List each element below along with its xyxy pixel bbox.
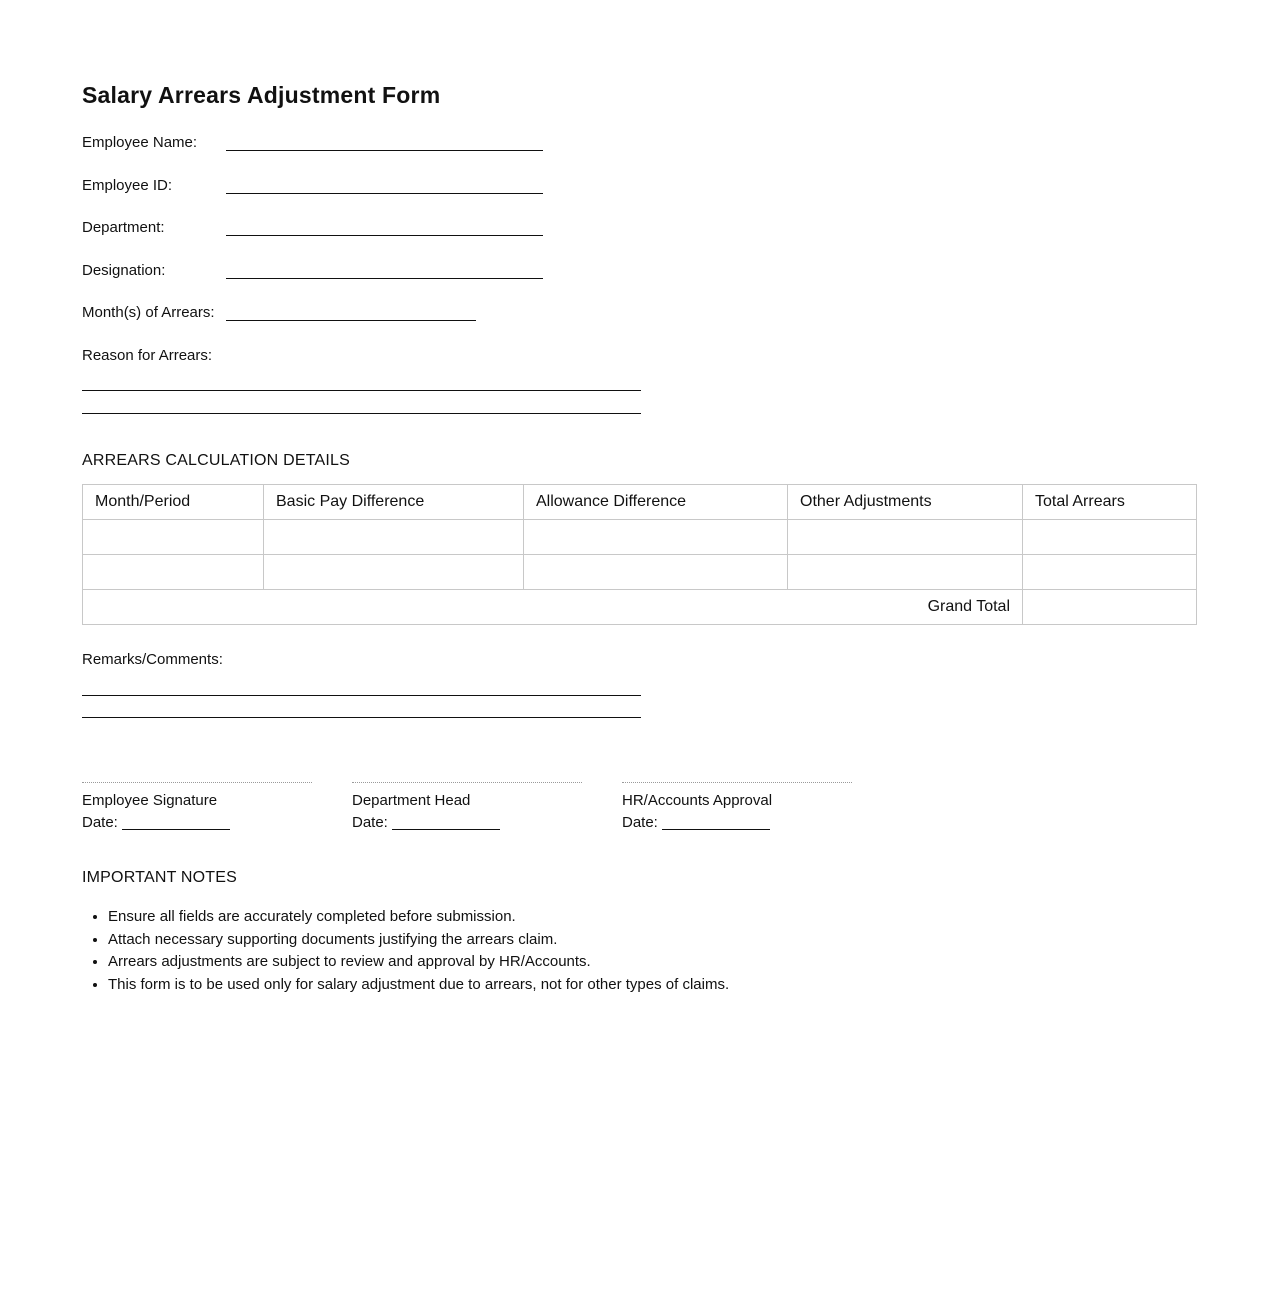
notes-heading: IMPORTANT NOTES bbox=[82, 869, 238, 886]
department-head-signature-label: Department Head bbox=[352, 792, 471, 809]
employee-id-row bbox=[82, 177, 782, 199]
table-row bbox=[83, 555, 1197, 590]
column-header-total-arrears: Total Arrears bbox=[1023, 485, 1197, 520]
table-cell[interactable] bbox=[264, 520, 524, 555]
reason-line-2[interactable] bbox=[82, 413, 641, 414]
remarks-line-1[interactable] bbox=[82, 695, 641, 696]
hr-accounts-signature-label: HR/Accounts Approval bbox=[622, 792, 773, 809]
reason-line-1[interactable] bbox=[82, 390, 641, 391]
table-cell[interactable] bbox=[788, 555, 1023, 590]
department-head-signature-block bbox=[352, 782, 582, 831]
date-label: Date: bbox=[352, 814, 388, 831]
department-label: Department: bbox=[82, 219, 165, 236]
notes-list bbox=[82, 906, 729, 997]
designation-field[interactable] bbox=[226, 278, 543, 279]
column-header-basic-pay-difference: Basic Pay Difference bbox=[264, 485, 524, 520]
grand-total-value[interactable] bbox=[1023, 590, 1197, 625]
calculation-heading: ARREARS CALCULATION DETAILS bbox=[82, 452, 350, 469]
date-label: Date: bbox=[82, 814, 118, 831]
grand-total-label: Grand Total bbox=[83, 590, 1023, 625]
remarks-label: Remarks/Comments: bbox=[82, 651, 223, 668]
employee-signature-line[interactable] bbox=[82, 782, 312, 783]
table-cell[interactable] bbox=[524, 520, 788, 555]
arrears-months-row bbox=[82, 304, 782, 326]
arrears-months-label: Month(s) of Arrears: bbox=[82, 304, 215, 321]
department-field[interactable] bbox=[226, 235, 543, 236]
employee-name-row bbox=[82, 134, 782, 156]
employee-name-field[interactable] bbox=[226, 150, 543, 151]
department-head-date-field[interactable] bbox=[392, 815, 500, 830]
employee-name-label: Employee Name: bbox=[82, 134, 198, 151]
designation-row bbox=[82, 262, 782, 284]
department-head-signature-line[interactable] bbox=[352, 782, 582, 783]
arrears-calculation-table bbox=[82, 484, 1197, 625]
column-header-allowance-difference: Allowance Difference bbox=[524, 485, 788, 520]
table-row bbox=[83, 520, 1197, 555]
department-head-signature-date bbox=[352, 814, 500, 832]
table-header-row bbox=[83, 485, 1197, 520]
form-title: Salary Arrears Adjustment Form bbox=[82, 82, 441, 108]
hr-accounts-signature-block bbox=[622, 782, 852, 831]
list-item: • Attach necessary supporting documents justifying the arrears claim. bbox=[108, 929, 729, 952]
employee-date-field[interactable] bbox=[122, 815, 230, 830]
employee-signature-label: Employee Signature bbox=[82, 792, 218, 809]
arrears-months-field[interactable] bbox=[226, 320, 476, 321]
employee-signature-date bbox=[82, 814, 230, 832]
list-item: • Arrears adjustments are subject to review and approval by HR/Accounts. bbox=[108, 951, 729, 974]
date-label: Date: bbox=[622, 814, 658, 831]
table-cell[interactable] bbox=[83, 520, 264, 555]
department-row bbox=[82, 219, 782, 241]
hr-accounts-signature-date bbox=[622, 814, 770, 832]
grand-total-row bbox=[83, 590, 1197, 625]
employee-id-field[interactable] bbox=[226, 193, 543, 194]
list-item: • This form is to be used only for salary adjustment due to arrears, not for other types of claims. bbox=[108, 974, 729, 997]
table-cell[interactable] bbox=[83, 555, 264, 590]
reason-label: Reason for Arrears: bbox=[82, 347, 213, 364]
designation-label: Designation: bbox=[82, 262, 166, 279]
table-cell[interactable] bbox=[524, 555, 788, 590]
remarks-line-2[interactable] bbox=[82, 717, 641, 718]
hr-accounts-date-field[interactable] bbox=[662, 815, 770, 830]
column-header-other-adjustments: Other Adjustments bbox=[788, 485, 1023, 520]
column-header-month-period: Month/Period bbox=[83, 485, 264, 520]
hr-accounts-signature-line[interactable] bbox=[622, 782, 852, 783]
table-cell[interactable] bbox=[1023, 520, 1197, 555]
list-item: • Ensure all fields are accurately completed before submission. bbox=[108, 906, 729, 929]
table-cell[interactable] bbox=[264, 555, 524, 590]
table-cell[interactable] bbox=[1023, 555, 1197, 590]
table-cell[interactable] bbox=[788, 520, 1023, 555]
employee-id-label: Employee ID: bbox=[82, 177, 173, 194]
employee-signature-block bbox=[82, 782, 312, 831]
